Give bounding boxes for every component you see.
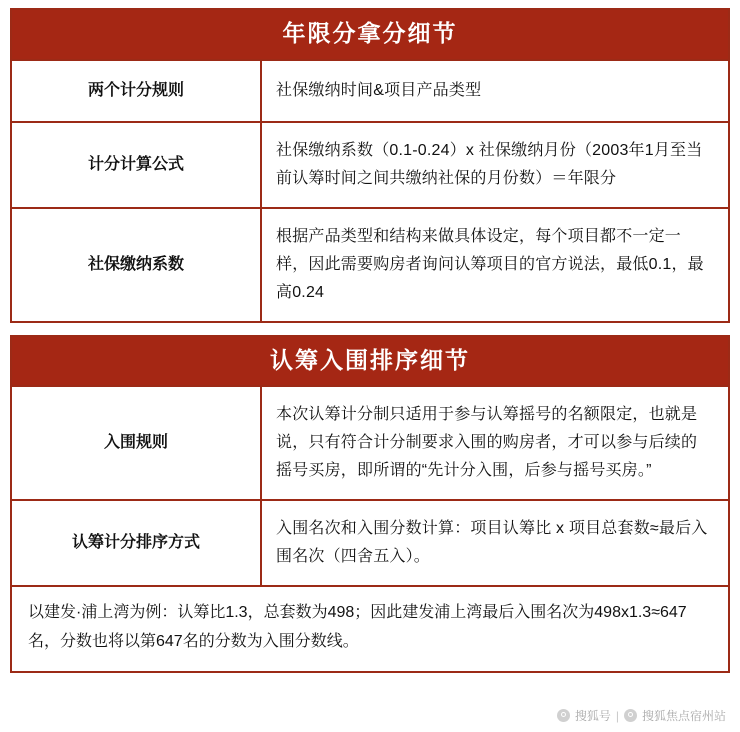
row-value: 社保缴纳时间&项目产品类型 — [276, 81, 482, 99]
row-label: 计分计算公式 — [12, 123, 262, 207]
row-label — [12, 501, 262, 585]
table-row — [12, 499, 728, 585]
row-label-line1: 认筹计分 — [71, 534, 136, 552]
row-value: 入围名次和入围分数计算：项目认筹比 x 项目总套数≈最后入围名次（四舍五入）。 — [276, 520, 708, 566]
row-value: 根据产品类型和结构来做具体设定，每个项目都不一定一样，因此需要购房者询问认筹项目的官方说法，最低0.1，最高0.24 — [276, 227, 704, 301]
table-row — [12, 207, 728, 321]
row-label: 两个计分规则 — [12, 61, 262, 121]
table-row — [12, 59, 728, 121]
row-label: 入围规则 — [12, 387, 262, 499]
watermark-separator: | — [615, 708, 619, 723]
sohu-logo-icon — [557, 709, 570, 722]
example-note: 以建发·浦上湾为例：认筹比1.3，总套数为498；因此建发浦上湾最后入围名次为498x1.3≈647名，分数也将以第647名的分数为入围分数线。 — [10, 587, 730, 673]
table-row — [12, 121, 728, 207]
row-label-line2: 排序方式 — [136, 534, 201, 552]
row-label: 社保缴纳系数 — [12, 209, 262, 321]
row-value: 本次认筹计分制只适用于参与认筹摇号的名额限定，也就是说，只有符合计分制要求入围的购房者，才可以参与后续的摇号买房，即所谓的“先计分入围，后参与摇号买房。” — [276, 406, 698, 480]
sohu-focus-icon — [624, 709, 637, 722]
table-block-ranking-details — [10, 335, 730, 588]
watermark-name: 搜狐焦点宿州站 — [641, 709, 726, 723]
block2-title: 认筹入围排序细节 — [12, 337, 728, 386]
block1-title: 年限分拿分细节 — [12, 10, 728, 59]
watermark-prefix: 搜狐号 — [574, 709, 611, 723]
watermark — [557, 707, 726, 724]
table-row — [12, 385, 728, 499]
table-block-score-details — [10, 8, 730, 323]
row-value: 社保缴纳系数（0.1-0.24）x 社保缴纳月份（2003年1月至当前认筹时间之间共缴纳社保的月份数）＝年限分 — [276, 141, 703, 187]
